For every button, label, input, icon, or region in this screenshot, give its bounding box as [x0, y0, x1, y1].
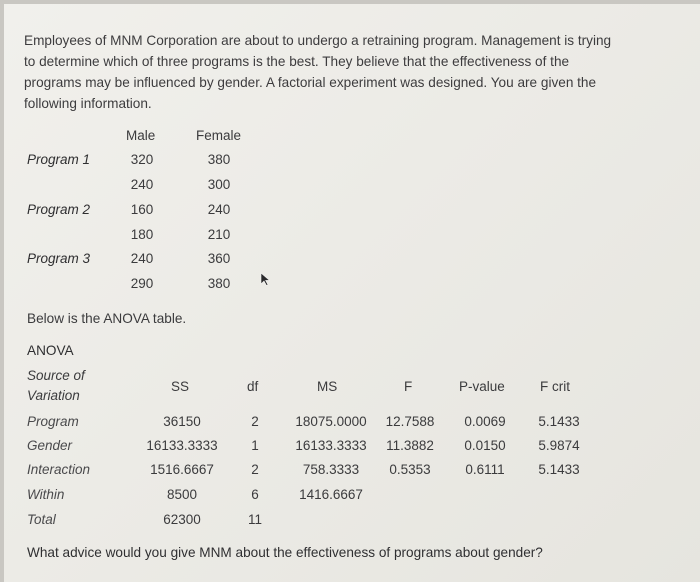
program-2-label: Program 2 [27, 202, 91, 217]
anova-row-label: Total [27, 512, 56, 527]
anova-cell-df: 6 [251, 487, 259, 502]
anova-row-label: Interaction [27, 462, 91, 477]
question-text: What advice would you give MNM about the effectiveness of programs about gender? [27, 545, 543, 560]
anova-cell-f: 11.3882 [386, 438, 434, 453]
anova-cell-p: 0.6111 [465, 462, 505, 477]
anova-cell-fcrit: 5.1433 [538, 462, 580, 477]
table-cell: 320 [130, 152, 154, 167]
anova-cell-p: 0.0069 [464, 414, 506, 429]
table-cell: 240 [130, 251, 154, 266]
table-cell: 160 [130, 202, 154, 217]
anova-cell-ms: 758.3333 [302, 462, 360, 477]
intro-paragraph: Employees of MNM Corporation are about to undergo a retraining program. Management is trying to determine which of three programs is the best. They believe that the effectiveness of the programs may be influenced by gender. A factorial experiment was designed. You are given the following information. [24, 33, 612, 111]
header-ms: MS [317, 379, 338, 394]
anova-cell-ss: 62300 [163, 512, 201, 527]
anova-cell-f: 12.7588 [385, 414, 435, 429]
header-f-crit: F crit [540, 379, 570, 394]
table-cell: 180 [130, 227, 154, 242]
table-cell: 380 [207, 276, 231, 291]
header-female: Female [196, 128, 242, 143]
anova-cell-p: 0.0150 [464, 438, 506, 453]
header-male: Male [126, 128, 156, 143]
program-3-label: Program 3 [27, 251, 91, 266]
program-1-label: Program 1 [27, 152, 91, 167]
anova-cell-ss: 1516.6667 [150, 462, 214, 477]
anova-cell-ss: 16133.3333 [146, 438, 218, 453]
anova-cell-f: 0.5353 [389, 462, 431, 477]
anova-cell-df: 2 [251, 462, 259, 477]
anova-cell-fcrit: 5.1433 [538, 414, 580, 429]
table-cell: 210 [207, 227, 231, 242]
mouse-pointer-icon [260, 272, 270, 286]
anova-cell-ms: 16133.3333 [295, 438, 367, 453]
header-ss: SS [171, 379, 190, 394]
source-label-line2: Variation [27, 388, 80, 403]
source-label-line1: Source of [27, 368, 85, 383]
anova-cell-ss: 36150 [163, 414, 201, 429]
source-of-variation-label [27, 366, 85, 406]
anova-cell-fcrit: 5.9874 [538, 438, 580, 453]
anova-row-label: Within [27, 487, 65, 502]
table-cell: 240 [130, 177, 154, 192]
header-f: F [404, 379, 413, 394]
anova-cell-ss: 8500 [166, 487, 198, 502]
header-p-value: P-value [459, 379, 505, 394]
table-cell: 380 [207, 152, 231, 167]
anova-intro-text: Below is the ANOVA table. [27, 311, 187, 326]
table-cell: 290 [130, 276, 154, 291]
anova-title: ANOVA [27, 343, 74, 358]
anova-cell-df: 11 [247, 512, 262, 527]
anova-row-label: Gender [27, 438, 73, 453]
header-df: df [247, 379, 259, 394]
anova-cell-df: 2 [251, 414, 259, 429]
document-page [4, 4, 700, 582]
table-cell: 300 [207, 177, 231, 192]
table-cell: 360 [207, 251, 231, 266]
table-cell: 240 [207, 202, 231, 217]
anova-row-label: Program [27, 414, 79, 429]
anova-cell-ms: 18075.0000 [295, 414, 367, 429]
anova-cell-df: 1 [251, 438, 259, 453]
anova-cell-ms: 1416.6667 [299, 487, 363, 502]
